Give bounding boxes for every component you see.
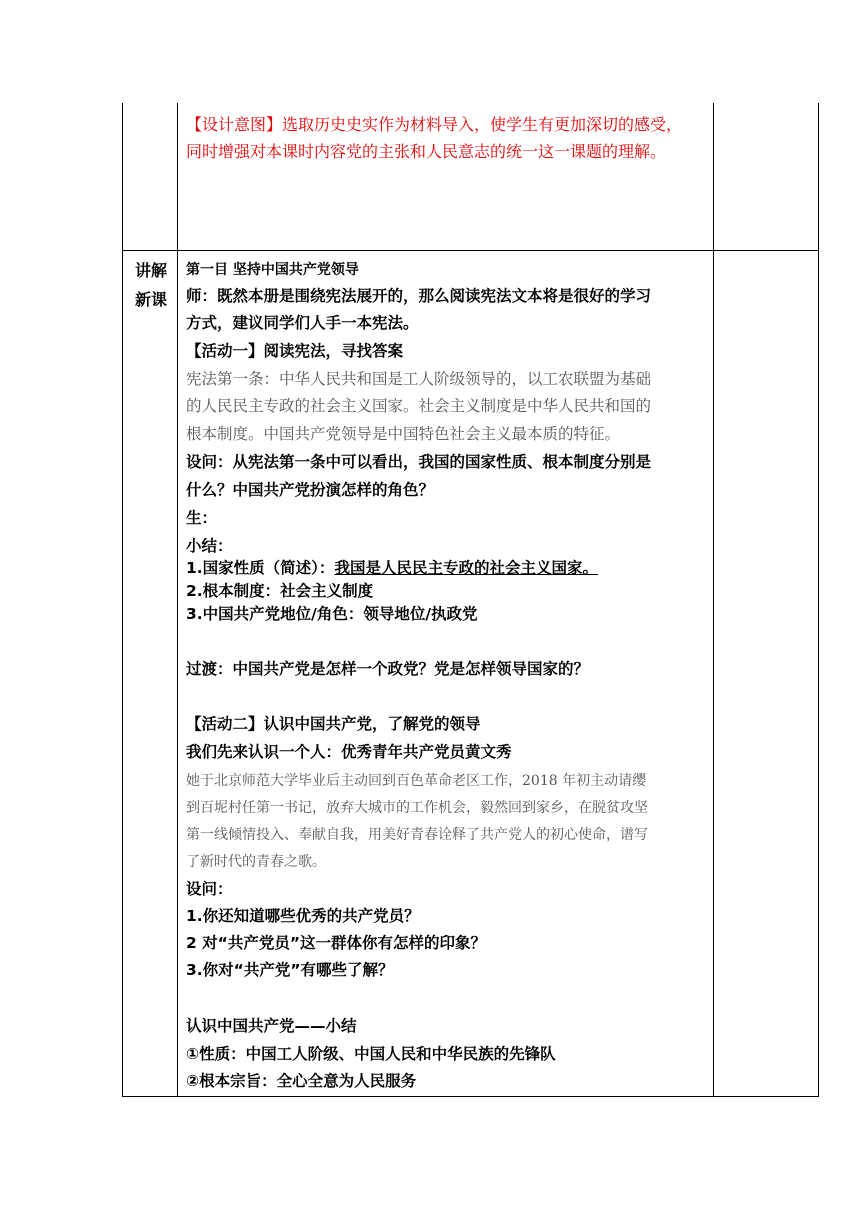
summary-label: 小结： <box>186 537 233 555</box>
question-one-line-2: 什么？中国共产党扮演怎样的角色？ <box>186 481 435 499</box>
table-row-divider <box>122 250 819 251</box>
intro-text: 我们先来认识一个人：优秀青年共产党员黄文秀 <box>186 743 512 761</box>
section-heading: 第一目 坚持中国共产党领导 <box>186 262 359 278</box>
summary-item-3: 3.中国共产党地位/角色：领导地位/执政党 <box>186 605 478 623</box>
row-label-line-1: 讲解 <box>134 261 167 280</box>
table-border-bottom <box>122 1096 819 1097</box>
table-border-right <box>818 103 819 1097</box>
activity-two-heading: 【活动二】认识中国共产党，了解党的领导 <box>186 715 481 733</box>
design-intent-line-1: 【设计意图】选取历史史实作为材料导入，使学生有更加深切的感受， <box>186 115 683 134</box>
constitution-line-3: 根本制度。中国共产党领导是中国特色社会主义最本质的特征。 <box>186 425 621 443</box>
question-two-label: 设问： <box>186 880 233 898</box>
bio-line-4: 了新时代的青春之歌。 <box>186 854 326 870</box>
question-one-line-1: 设问：从宪法第一条中可以看出，我国的国家性质、根本制度分别是 <box>186 453 652 471</box>
question-two-item-2: 2 对“共产党员”这一群体你有怎样的印象？ <box>186 934 487 952</box>
teacher-line-1: 师：既然本册是围绕宪法展开的，那么阅读宪法文本将是很好的学习 <box>186 287 652 305</box>
table-divider-content <box>713 103 714 1097</box>
bio-line-3: 第一线倾情投入、奉献自我，用美好青春诠释了共产党人的初心使命，谱写 <box>186 827 648 843</box>
design-intent-line-2: 同时增强对本课时内容党的主张和人民意志的统一这一课题的理解。 <box>186 142 667 161</box>
party-nature: ①性质：中国工人阶级、中国人民和中华民族的先锋队 <box>186 1045 556 1063</box>
activity-one-heading: 【活动一】阅读宪法，寻找答案 <box>186 342 404 360</box>
summary-item-1 <box>186 558 598 578</box>
constitution-line-1: 宪法第一条：中华人民共和国是工人阶级领导的，以工农联盟为基础 <box>186 370 652 388</box>
bio-line-1: 她于北京师范大学毕业后主动回到百色革命老区工作，2018 年初主动请缨 <box>186 773 647 789</box>
summary-two-heading: 认识中国共产党——小结 <box>186 1017 357 1035</box>
question-two-item-3: 3.你对“共产党”有哪些了解？ <box>186 961 394 979</box>
summary-item-2: 2.根本制度：社会主义制度 <box>186 582 374 600</box>
table-border-left <box>122 103 123 1097</box>
party-purpose: ②根本宗旨：全心全意为人民服务 <box>186 1072 417 1090</box>
teacher-line-2: 方式，建议同学们人手一本宪法。 <box>186 314 419 332</box>
student-response: 生： <box>186 509 218 527</box>
transition-text: 过渡：中国共产党是怎样一个政党？党是怎样领导国家的？ <box>186 660 590 678</box>
summary-item-1-label: 1.国家性质（简述）： <box>186 559 335 577</box>
summary-item-1-value: 我国是人民民主专政的社会主义国家。 <box>334 559 598 577</box>
question-two-item-1: 1.你还知道哪些优秀的共产党员？ <box>186 907 420 925</box>
row-label-line-2: 新课 <box>134 290 167 309</box>
table-divider-label <box>177 103 178 1097</box>
constitution-line-2: 的人民民主专政的社会主义国家。社会主义制度是中华人民共和国的 <box>186 397 652 415</box>
bio-line-2: 到百坭村任第一书记，放弃大城市的工作机会，毅然回到家乡，在脱贫攻坚 <box>186 800 648 816</box>
